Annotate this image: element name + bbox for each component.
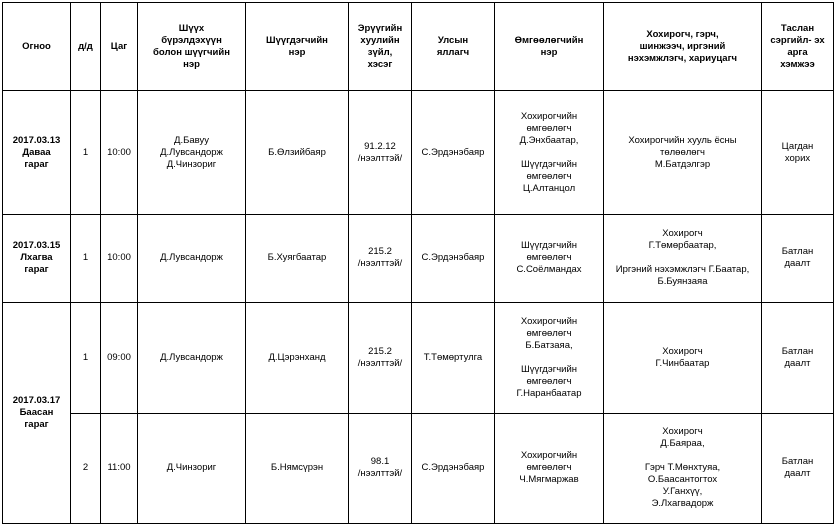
prosecutor-cell: С.Эрдэнэбаяр — [412, 91, 495, 215]
defender-cell: Хохирогчийн өмгөөлөгч Ч.Мягмаржав — [495, 413, 604, 523]
num-cell: 1 — [71, 91, 101, 215]
prosecutor-cell: С.Эрдэнэбаяр — [412, 215, 495, 302]
defendant-cell: Б.Хуягбаатар — [246, 215, 349, 302]
time-cell: 11:00 — [101, 413, 138, 523]
prosecutor-cell: Т.Төмөртулга — [412, 302, 495, 413]
time-cell: 09:00 — [101, 302, 138, 413]
defendant-cell: Б.Өлзийбаяр — [246, 91, 349, 215]
article-cell: 215.2 /нээлттэй/ — [349, 302, 412, 413]
table-row — [3, 413, 834, 523]
measure-cell: Батлан даалт — [762, 215, 834, 302]
bench-cell: Д.Бавуу Д.Лувсандорж Д.Чинзориг — [138, 91, 246, 215]
prosecutor-cell: С.Эрдэнэбаяр — [412, 413, 495, 523]
header-article: Эрүүгийн хуулийн зүйл, хэсэг — [349, 3, 412, 91]
time-cell: 10:00 — [101, 91, 138, 215]
defendant-cell: Б.Нямсүрэн — [246, 413, 349, 523]
header-bench: Шүүх бүрэлдэхүүн болон шүүгчийн нэр — [138, 3, 246, 91]
measure-cell: Батлан даалт — [762, 413, 834, 523]
header-prosecutor: Улсын яллагч — [412, 3, 495, 91]
num-cell: 1 — [71, 302, 101, 413]
table-row — [3, 91, 834, 215]
date-cell: 2017.03.17 Баасан гараг — [3, 302, 71, 523]
article-cell: 98.1 /нээлттэй/ — [349, 413, 412, 523]
header-time: Цаг — [101, 3, 138, 91]
table-row — [3, 215, 834, 302]
date-cell: 2017.03.13 Даваа гараг — [3, 91, 71, 215]
time-cell: 10:00 — [101, 215, 138, 302]
header-measure: Таслан сэргийл- эх арга хэмжээ — [762, 3, 834, 91]
article-cell: 215.2 /нээлттэй/ — [349, 215, 412, 302]
victim-cell: Хохирогч Г.Чинбаатар — [604, 302, 762, 413]
header-victim: Хохирогч, гэрч, шинжээч, иргэний нэхэмжлэгч, хариуцагч — [604, 3, 762, 91]
defendant-cell: Д.Цэрэнханд — [246, 302, 349, 413]
num-cell: 2 — [71, 413, 101, 523]
num-cell: 1 — [71, 215, 101, 302]
bench-cell: Д.Чинзориг — [138, 413, 246, 523]
table-row — [3, 302, 834, 413]
defender-cell: Шүүгдэгчийн өмгөөлөгч С.Соёлмандах — [495, 215, 604, 302]
defender-cell: Хохирогчийн өмгөөлөгч Б.Батзаяа, Шүүгдэгчийн өмгөөлөгч Г.Наранбаатар — [495, 302, 604, 413]
measure-cell: Цагдан хорих — [762, 91, 834, 215]
bench-cell: Д.Лувсандорж — [138, 302, 246, 413]
victim-cell: Хохирогч Д.Баяраа, Гэрч Т.Мөнхтуяа, О.Баасантогтох У.Ганхүү, Э.Лхагвадорж — [604, 413, 762, 523]
header-num: д/д — [71, 3, 101, 91]
bench-cell: Д.Лувсандорж — [138, 215, 246, 302]
article-cell: 91.2.12 /нээлттэй/ — [349, 91, 412, 215]
date-cell: 2017.03.15 Лхагва гараг — [3, 215, 71, 302]
court-schedule-table — [2, 2, 834, 524]
defender-cell: Хохирогчийн өмгөөлөгч Д.Энхбаатар, Шүүгдэгчийн өмгөөлөгч Ц.Алтанцол — [495, 91, 604, 215]
header-date: Огноо — [3, 3, 71, 91]
header-row — [3, 3, 834, 91]
victim-cell: Хохирогчийн хууль ёсны төлөөлөгч М.Батдэлгэр — [604, 91, 762, 215]
header-defender: Өмгөөлөгчийн нэр — [495, 3, 604, 91]
measure-cell: Батлан даалт — [762, 302, 834, 413]
header-defendant: Шүүгдэгчийн нэр — [246, 3, 349, 91]
victim-cell: Хохирогч Г.Төмөрбаатар, Иргэний нэхэмжлэгч Г.Баатар, Б.Буянзаяа — [604, 215, 762, 302]
